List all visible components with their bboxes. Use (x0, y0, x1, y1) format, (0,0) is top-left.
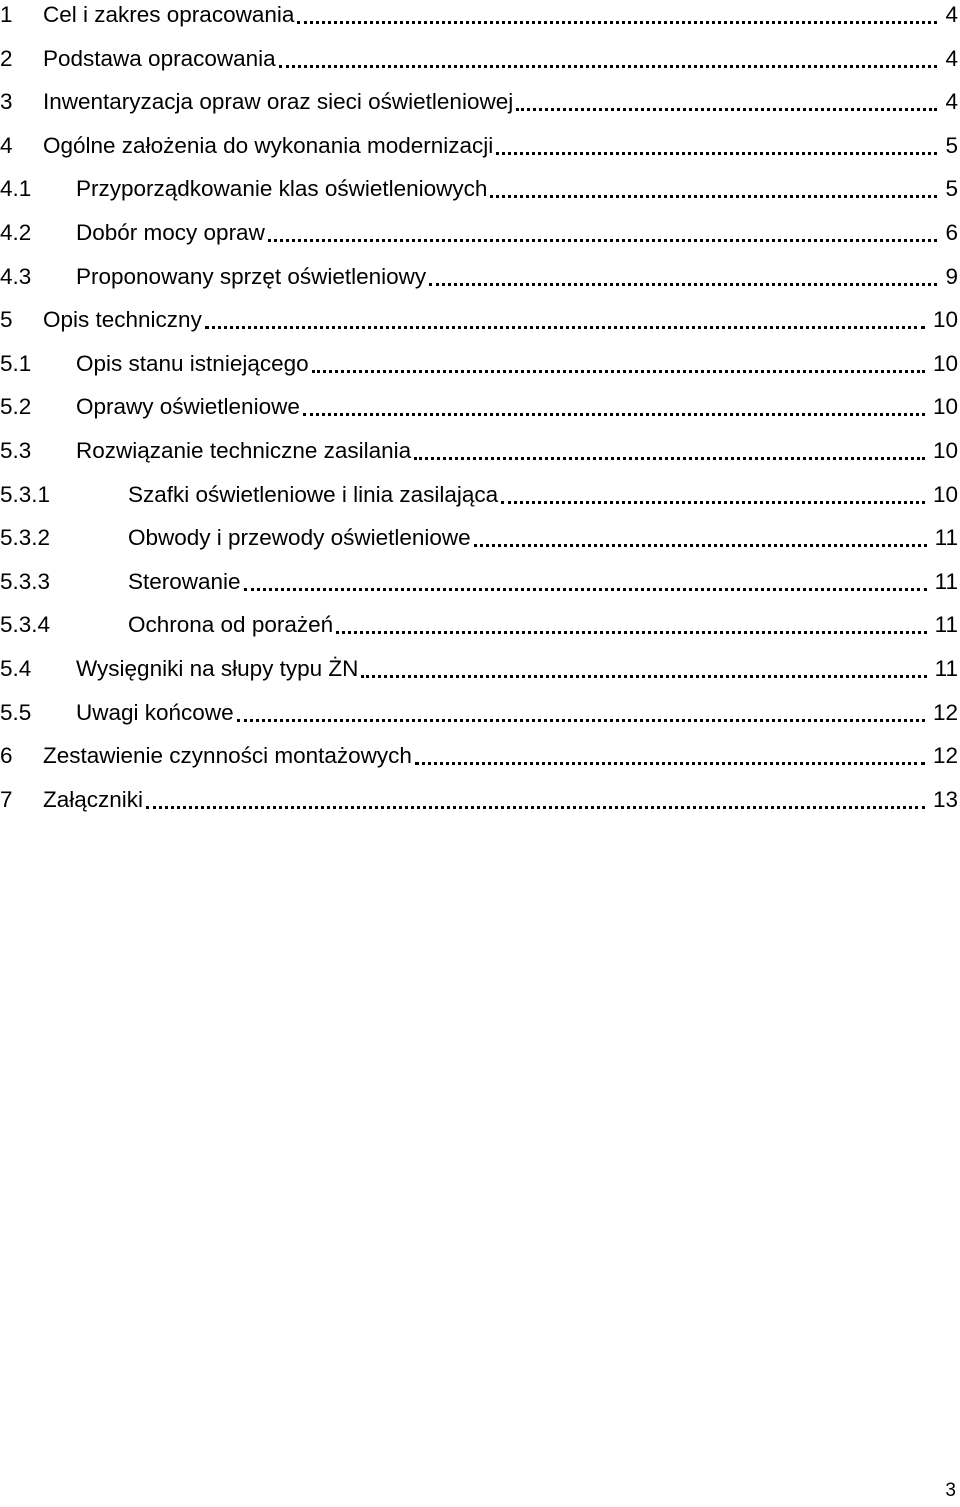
toc-entry-page: 10 (932, 481, 958, 507)
toc-entry-title: Opis stanu istniejącego (76, 350, 309, 376)
toc-entry-title: Inwentaryzacja opraw oraz sieci oświetleniowej (43, 89, 514, 115)
toc-entry-title: Rozwiązanie techniczne zasilania (76, 438, 412, 463)
toc-entry-number: 4.2 (0, 220, 32, 245)
toc-entry[interactable] (0, 262, 958, 292)
toc-entry-number: 7 (0, 786, 13, 812)
toc-leader-dots (297, 21, 937, 24)
toc-leader-dots (205, 326, 925, 329)
toc-leader-dots (490, 195, 937, 198)
toc-entry[interactable] (0, 0, 958, 30)
toc-entry-title: Przyporządkowanie klas oświetleniowych (76, 176, 488, 202)
toc-entry-number: 4.3 (0, 263, 32, 289)
toc-entry[interactable] (0, 741, 958, 771)
toc-leader-dots (268, 239, 938, 242)
toc-entry-page: 10 (932, 307, 958, 333)
toc-entry-title: Oprawy oświetleniowe (76, 394, 300, 420)
toc-entry[interactable] (0, 349, 958, 379)
toc-leader-dots (336, 631, 927, 634)
toc-entry-title: Wysięgniki na słupy typu ŻN (76, 656, 359, 681)
toc-entry-page: 11 (934, 525, 958, 551)
toc-entry-page: 13 (932, 786, 958, 812)
toc-entry[interactable] (0, 654, 958, 684)
toc-entry-number: 5.3 (0, 438, 32, 463)
toc-entry[interactable] (0, 305, 958, 335)
toc-entry-title: Sterowanie (128, 568, 241, 594)
toc-entry-number: 4 (0, 132, 13, 158)
toc-entry[interactable] (0, 436, 958, 466)
toc-leader-dots (415, 762, 925, 765)
toc-entry[interactable] (0, 785, 958, 815)
toc-entry-title: Obwody i przewody oświetleniowe (128, 525, 471, 551)
toc-entry-number: 4.1 (0, 176, 32, 202)
toc-entry-page: 9 (945, 263, 958, 289)
toc-entry[interactable] (0, 392, 958, 422)
toc-entry-title: Szafki oświetleniowe i linia zasilająca (128, 481, 499, 507)
toc-entry-title: Proponowany sprzęt oświetleniowy (76, 263, 427, 289)
toc-leader-dots (496, 152, 937, 155)
toc-leader-dots (244, 588, 927, 591)
toc-entry-number: 5.3.2 (0, 525, 51, 551)
page-number: 3 (945, 1480, 956, 1501)
toc-entry-title: Uwagi końcowe (76, 699, 234, 725)
toc-entry-number: 5 (0, 307, 13, 333)
toc-entry-title: Ogólne założenia do wykonania modernizacji (43, 132, 494, 158)
toc-leader-dots (414, 457, 925, 460)
toc-entry[interactable] (0, 698, 958, 728)
toc-entry-page: 5 (945, 176, 958, 202)
toc-entry-number: 5.3.1 (0, 481, 51, 507)
toc-entry-number: 6 (0, 743, 13, 769)
toc-entry-title: Opis techniczny (43, 307, 202, 333)
toc-entry-title: Zestawienie czynności montażowych (43, 743, 412, 769)
toc-entry-page: 4 (945, 89, 958, 115)
toc-entry-number: 3 (0, 89, 13, 115)
toc-entry-page: 10 (932, 350, 958, 376)
toc-entry-page: 12 (932, 743, 958, 769)
toc-entry-number: 5.3.3 (0, 568, 51, 594)
toc-entry-number: 5.3.4 (0, 612, 51, 638)
toc-entry-title: Ochrona od porażeń (128, 612, 334, 638)
toc-entry[interactable] (0, 567, 958, 597)
toc-entry-page: 12 (932, 699, 958, 725)
toc-entry-title: Dobór mocy opraw (76, 220, 265, 245)
toc-entry-page: 11 (934, 568, 958, 594)
toc-entry-page: 11 (934, 656, 958, 681)
toc-entry[interactable] (0, 523, 958, 553)
toc-entry-page: 5 (945, 132, 958, 158)
toc-entry[interactable] (0, 480, 958, 510)
toc-entry[interactable] (0, 44, 958, 74)
toc-entry-number: 5.1 (0, 350, 32, 376)
toc-entry-page: 10 (932, 394, 958, 420)
toc-entry[interactable] (0, 174, 958, 204)
toc-entry-title: Podstawa opracowania (43, 45, 276, 71)
toc-entry-page: 4 (945, 45, 958, 71)
toc-entry[interactable] (0, 87, 958, 117)
toc-entry-title: Załączniki (43, 786, 144, 812)
toc-leader-dots (474, 544, 927, 547)
toc-leader-dots (516, 108, 937, 111)
toc-leader-dots (279, 65, 938, 68)
toc-entry-title: Cel i zakres opracowania (43, 2, 295, 27)
toc-leader-dots (146, 806, 925, 809)
toc-entry-number: 2 (0, 45, 13, 71)
toc-leader-dots (303, 413, 925, 416)
toc-entry[interactable] (0, 610, 958, 640)
toc-entry-number: 5.5 (0, 699, 32, 725)
toc-entry[interactable] (0, 218, 958, 248)
toc-entry-page: 4 (945, 2, 958, 27)
toc-entry-page: 6 (945, 220, 958, 245)
toc-leader-dots (237, 719, 925, 722)
toc-entry-number: 1 (0, 2, 13, 27)
toc-leader-dots (429, 283, 937, 286)
toc-leader-dots (312, 370, 925, 373)
toc-leader-dots (501, 501, 925, 504)
toc-entry-number: 5.2 (0, 394, 32, 420)
toc-entry-page: 10 (932, 438, 958, 463)
toc-leader-dots (361, 675, 926, 678)
toc-entry[interactable] (0, 131, 958, 161)
toc-entry-page: 11 (934, 612, 958, 638)
toc-entry-number: 5.4 (0, 656, 32, 681)
